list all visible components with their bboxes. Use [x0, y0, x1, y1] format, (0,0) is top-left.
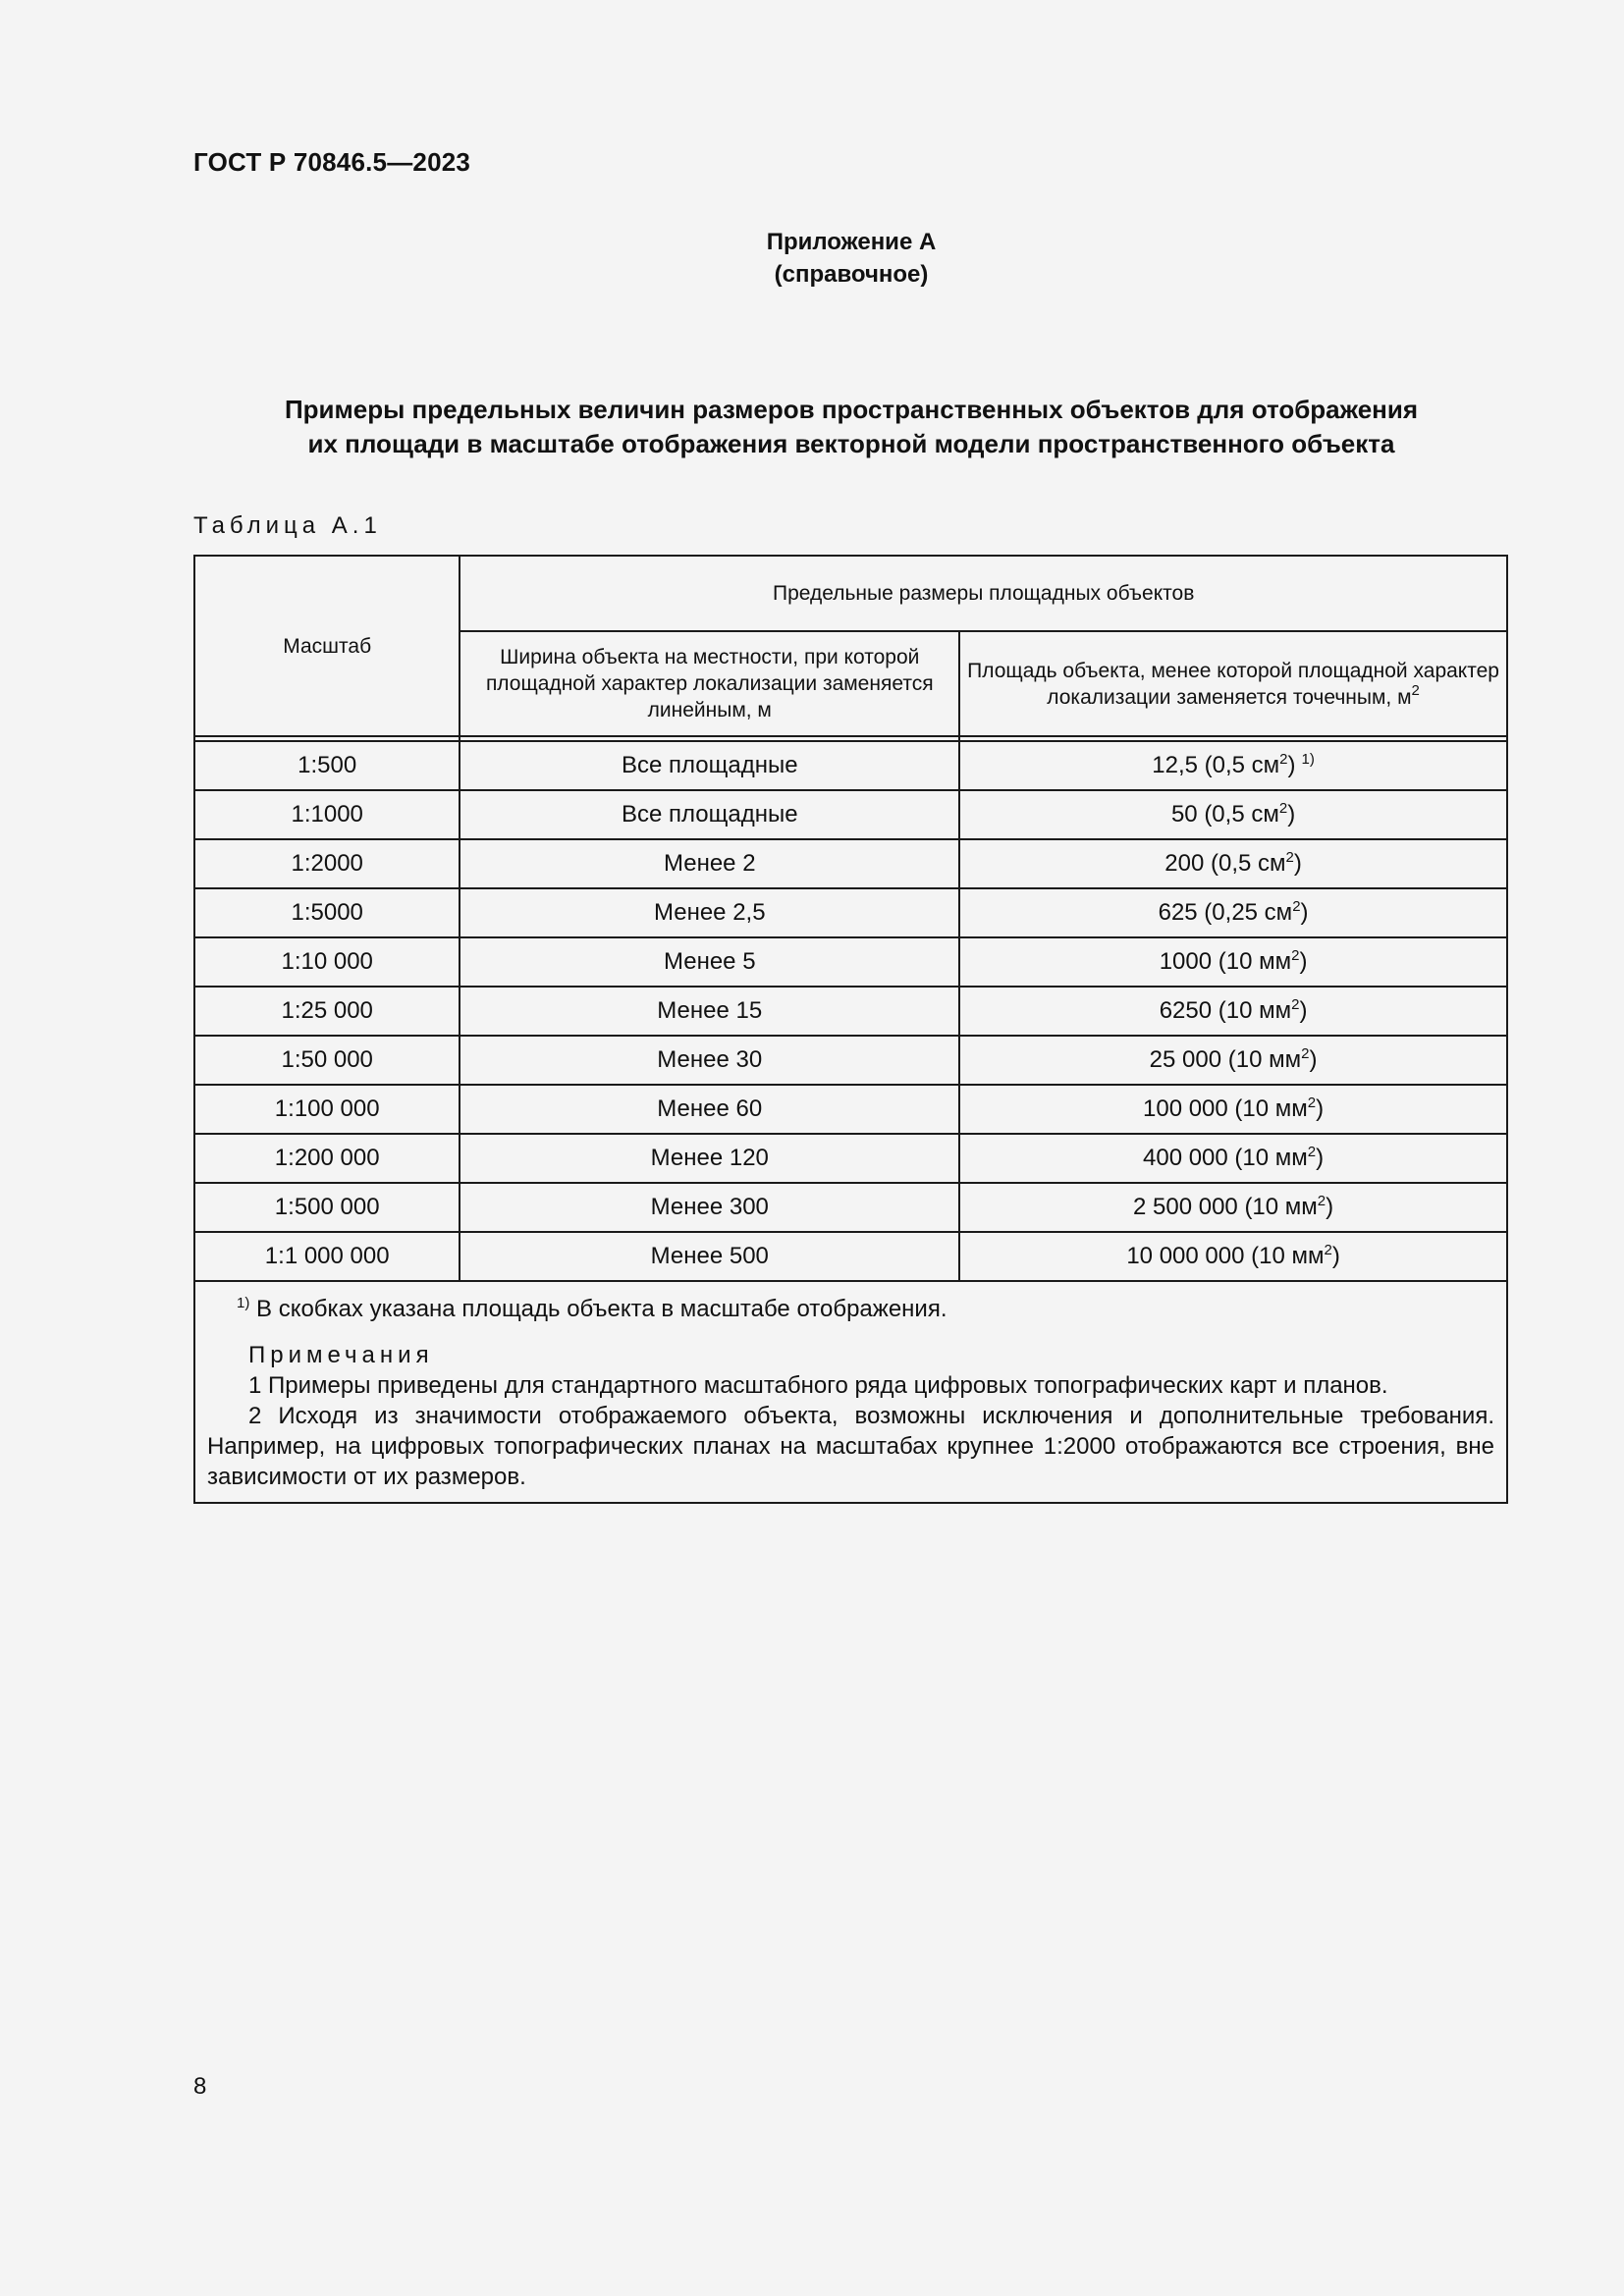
cell-area: 400 000 (10 $мм^2$) [959, 1134, 1507, 1183]
cell-area: 50 (0,5 $см^2$) [959, 790, 1507, 839]
cell-area: 12,5 (0,5 $см^2$) $^{1)}$ [959, 741, 1507, 790]
cell-scale: 1:1 000 000 [194, 1232, 460, 1281]
section-title [193, 393, 1509, 461]
cell-scale: 1:500 [194, 741, 460, 790]
cell-width: Менее 15 [460, 987, 959, 1036]
cell-width: Менее 60 [460, 1085, 959, 1134]
cell-area: 10 000 000 (10 $мм^2$) [959, 1232, 1507, 1281]
notes-heading: Примечания [248, 1342, 434, 1368]
cell-width: Менее 5 [460, 937, 959, 987]
cell-scale: 1:50 000 [194, 1036, 460, 1085]
header-scale: Масштаб [194, 556, 460, 736]
limits-table [193, 555, 1508, 1504]
cell-scale: 1:5000 [194, 888, 460, 937]
table-label: Таблица А.1 [193, 512, 382, 539]
cell-width: Менее 120 [460, 1134, 959, 1183]
cell-area: 625 (0,25 $см^2$) [959, 888, 1507, 937]
cell-width: Менее 30 [460, 1036, 959, 1085]
header-width: Ширина объекта на местности, при которой площадной характер локализации заменяется линейным, м [460, 631, 959, 736]
table-row [194, 741, 1507, 790]
cell-width: Менее 2,5 [460, 888, 959, 937]
header-group: Предельные размеры площадных объектов [460, 556, 1507, 631]
table-row [194, 1134, 1507, 1183]
cell-scale: 1:2000 [194, 839, 460, 888]
note-item-2: 2 Исходя из значимости отображаемого объекта, возможны исключения и дополнительные требования. Например, на цифровых топографических планах на масштабах крупнее 1:2000 отображаются все строения, вне зависимости от их размеров. [207, 1403, 1494, 1490]
cell-area: 100 000 (10 $мм^2$) [959, 1085, 1507, 1134]
cell-width: Все площадные [460, 790, 959, 839]
cell-scale: 1:500 000 [194, 1183, 460, 1232]
cell-scale: 1:200 000 [194, 1134, 460, 1183]
cell-area: 1000 (10 $мм^2$) [959, 937, 1507, 987]
note-item-1: 1 Примеры приведены для стандартного масштабного ряда цифровых топографических карт и планов. [248, 1372, 1388, 1399]
cell-scale: 1:25 000 [194, 987, 460, 1036]
header-area: Площадь объекта, менее которой площадной характер локализации заменяется точечным, $м^2$ [959, 631, 1507, 736]
cell-scale: 1:1000 [194, 790, 460, 839]
section-title-line-1: Примеры предельных величин размеров пространственных объектов для отображения [284, 395, 1419, 424]
cell-scale: 1:10 000 [194, 937, 460, 987]
cell-area: 6250 (10 $мм^2$) [959, 987, 1507, 1036]
cell-area: 25 000 (10 $мм^2$) [959, 1036, 1507, 1085]
cell-width: Менее 300 [460, 1183, 959, 1232]
section-title-line-2: их площади в масштабе отображения векторной модели пространственного объекта [307, 429, 1395, 458]
cell-scale: 1:100 000 [194, 1085, 460, 1134]
table-row [194, 1232, 1507, 1281]
page-number: 8 [193, 2073, 207, 2100]
table-row [194, 1183, 1507, 1232]
appendix-title: Приложение А [766, 229, 937, 255]
footnote: $^{1)}$ В скобках указана площадь объекта в масштабе отображения. [237, 1295, 947, 1322]
cell-area: 200 (0,5 $см^2$) [959, 839, 1507, 888]
cell-width: Все площадные [460, 741, 959, 790]
cell-width: Менее 500 [460, 1232, 959, 1281]
table-row [194, 937, 1507, 987]
table-row [194, 1085, 1507, 1134]
table-row [194, 839, 1507, 888]
table-row [194, 987, 1507, 1036]
footnote-marker: 1) [1301, 751, 1315, 768]
table-row [194, 1036, 1507, 1085]
appendix-heading [0, 226, 1624, 291]
table-row [194, 888, 1507, 937]
cell-width: Менее 2 [460, 839, 959, 888]
cell-area: 2 500 000 (10 $мм^2$) [959, 1183, 1507, 1232]
table-row [194, 790, 1507, 839]
document-code: ГОСТ Р 70846.5—2023 [193, 147, 471, 177]
appendix-subtitle: (справочное) [774, 261, 929, 288]
table-notes [194, 1281, 1507, 1503]
